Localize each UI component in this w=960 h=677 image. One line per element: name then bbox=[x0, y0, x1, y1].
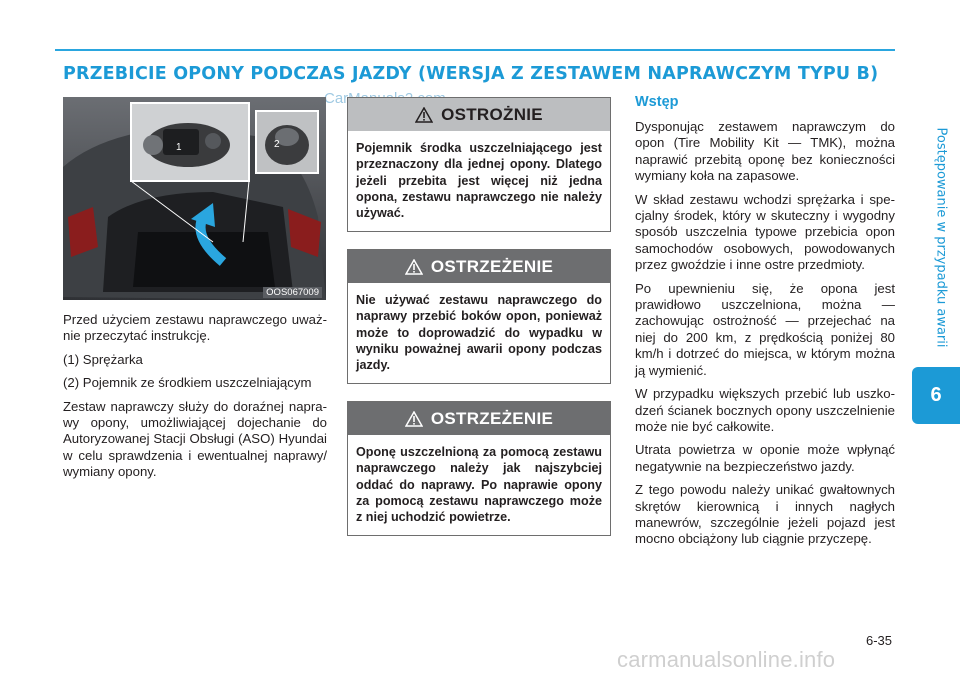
top-rule bbox=[55, 49, 895, 51]
warning-triangle-icon bbox=[405, 411, 423, 427]
column-left bbox=[63, 312, 327, 488]
warning-box-1 bbox=[347, 249, 611, 384]
warning-text-2: Oponę uszczelnioną za pomocą zestawu naprawczego należy jak najszybciej oddać do naprawy. Po naprawie opony za pomocą zestawu naprawczego może z niej uchodzić powietrze. bbox=[356, 445, 602, 525]
intro-paragraph-right: Dysponując zestawem naprawczym do opon (Tire Mobility Kit — TMK), można naprawić przebitą oponę bez konieczności wymiany koła na zapasowe. bbox=[635, 119, 895, 184]
warning-triangle-icon bbox=[405, 259, 423, 275]
footer-watermark: carmanualsonline.info bbox=[617, 647, 836, 672]
handling-paragraph: Z tego powodu należy unikać gwałtownych skrętów kierownicą i innych nagłych manewrów, szczególnie jeżeli pojazd jest mocno obciążony lub ciągnie przyczepę. bbox=[635, 482, 895, 547]
caution-title: OSTROŻNIE bbox=[441, 104, 543, 124]
legend-item-sealant: (2) Pojemnik ze środkiem uszczelniającym bbox=[63, 375, 312, 391]
warning-title-1: OSTRZEŻENIE bbox=[430, 256, 554, 276]
callout-1: 1 bbox=[176, 142, 182, 153]
warning-header-1 bbox=[348, 250, 610, 283]
column-right bbox=[635, 119, 895, 555]
purpose-paragraph: Zestaw naprawczy służy do doraźnej naprawy opony, umożliwiającej dojechanie do Autoryzowanej Stacji Obsługi (ASO) Hyundai w celu sprawdzenia i ewentualnej naprawy/ wymiany opony. bbox=[63, 398, 327, 480]
warning-header-2 bbox=[348, 402, 610, 435]
section-side-label: Postępowanie w przypadku awarii bbox=[933, 127, 949, 348]
limitations-paragraph: W przypadku większych przebić lub uszkodzeń ścianek bocznych opony uszczelnienie może nie być całkowite. bbox=[635, 386, 895, 434]
page-number: 6-35 bbox=[866, 633, 893, 648]
chapter-tab[interactable] bbox=[912, 367, 960, 424]
section-heading: Wstęp bbox=[635, 94, 679, 110]
warning-text-1: Nie używać zestawu naprawczego do naprawy przebić boków opon, ponieważ może to doprowadzić do wypadku w wyniku poważnej awarii opony podczas jazdy. bbox=[356, 293, 602, 373]
page-title: PRZEBICIE OPONY PODCZAS JAZDY (WERSJA Z ZESTAWEM NAPRAWCZYM TYPU B) bbox=[63, 64, 879, 84]
kit-contents-paragraph: W skład zestawu wchodzi sprężarka i specjalny środek, który w skuteczny i wygodny sposób uszczelnia typowe przebicia opon samochodów osobowych, powodowanych przez gwoździe i inne ostre przedmioty. bbox=[635, 191, 895, 273]
figure-code: OOS067009 bbox=[263, 287, 322, 298]
caution-text: Pojemnik środka uszczelniającego jest przeznaczony dla jednej opony. Dlatego jeżeli przebita jest więcej niż jedna opona, zestawu naprawczego nie należy używać. bbox=[356, 141, 602, 221]
caution-box bbox=[347, 97, 611, 232]
callout-2: 2 bbox=[274, 139, 280, 150]
trunk-illustration bbox=[63, 97, 326, 300]
legend-item-compressor: (1) Sprężarka bbox=[63, 351, 143, 367]
trunk-kit-photo bbox=[63, 97, 326, 300]
warning-box-2 bbox=[347, 401, 611, 536]
warning-title-2: OSTRZEŻENIE bbox=[430, 408, 554, 428]
driving-limits-paragraph: Po upewnieniu się, że opona jest prawidłowo uszczelniona, można — zachowując ostrożność — przejechać na niej do 200 km, z prędkością poniżej 80 km/h i dotrzeć do miejsca, w którym można ją wymienić. bbox=[635, 280, 895, 378]
intro-paragraph: Przed użyciem zestawu naprawczego uważnie przeczytać instrukcję. bbox=[63, 312, 327, 344]
caution-header bbox=[348, 98, 610, 131]
safety-paragraph: Utrata powietrza w oponie może wpłynąć negatywnie na bezpieczeństwo jazdy. bbox=[635, 442, 895, 474]
warning-triangle-icon bbox=[415, 107, 433, 123]
chapter-number: 6 bbox=[930, 384, 942, 406]
